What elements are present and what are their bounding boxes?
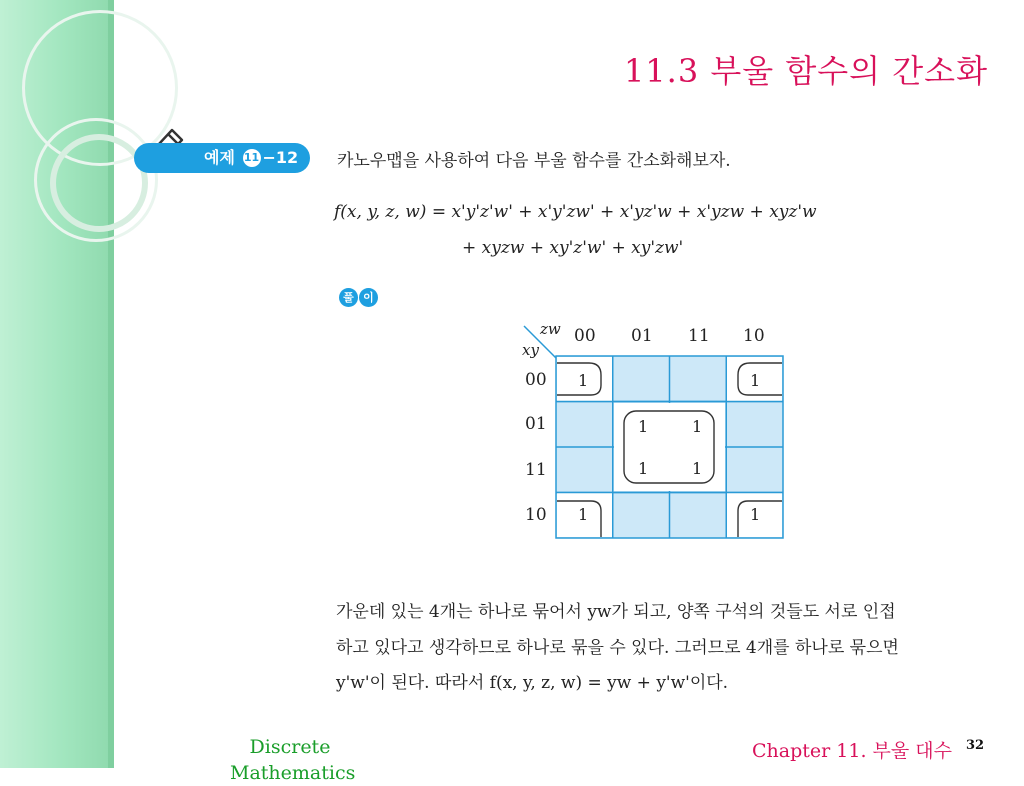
example-badge-suffix: −12 (262, 148, 299, 167)
solution-label-char: 이 (359, 288, 378, 307)
kmap-cell-value: 1 (750, 505, 761, 524)
kmap-cell-value: 1 (578, 505, 589, 524)
problem-prompt: 카노우맵을 사용하여 다음 부울 함수를 간소화해보자. (337, 151, 731, 171)
kmap-cell-value: 1 (692, 459, 703, 478)
slide-title: 11.3 부울 함수의 간소화 (623, 52, 988, 90)
kmap-row-header: 00 (525, 370, 547, 390)
example-badge (134, 143, 310, 173)
kmap-row-header: 11 (525, 460, 547, 480)
kmap-cell-value: 1 (578, 371, 589, 390)
explanation-line-1: 가운데 있는 4개는 하나로 묶어서 yw가 되고, 양쪽 구석의 것들도 서로 인접 (336, 602, 896, 622)
decorative-ring (50, 134, 148, 232)
page-number: 32 (966, 738, 985, 753)
kmap-row-header: 10 (525, 505, 547, 525)
kmap-col-header: 10 (743, 326, 765, 346)
kmap-cell-value: 1 (750, 371, 761, 390)
kmap-cell-value: 1 (638, 417, 649, 436)
left-sidebar-decoration (0, 0, 114, 768)
kmap-col-header: 00 (574, 326, 596, 346)
kmap-col-header: 11 (688, 326, 710, 346)
solution-label-char: 풀 (339, 288, 358, 307)
explanation-line-3: y'w'이 된다. 따라서 f(x, y, z, w) = yw + y'w'이다. (336, 673, 729, 693)
formula-line-1: f(x, y, z, w) = x'y'z'w' + x'y'zw' + x'yz'w + x'yzw + xyz'w (334, 202, 817, 222)
footer-course-name: Discrete Mathematics (230, 736, 356, 784)
kmap-corner-top: zw (540, 320, 561, 338)
explanation-line-2: 하고 있다고 생각하므로 하나로 묶을 수 있다. 그러므로 4개를 하나로 묶으면 (336, 638, 899, 658)
example-badge-prefix: 예제 (204, 148, 235, 167)
kmap-cell-value: 1 (692, 417, 703, 436)
formula-line-2: + xyzw + xy'z'w' + xy'zw' (462, 238, 684, 258)
kmap-cell-value: 1 (638, 459, 649, 478)
kmap-corner-left: xy (522, 341, 539, 359)
kmap-col-header: 01 (631, 326, 653, 346)
kmap-row-header: 01 (525, 414, 547, 434)
example-badge-number: 11 (243, 149, 261, 167)
footer-chapter: Chapter 11. 부울 대수 (752, 740, 952, 762)
solution-label (339, 286, 379, 307)
